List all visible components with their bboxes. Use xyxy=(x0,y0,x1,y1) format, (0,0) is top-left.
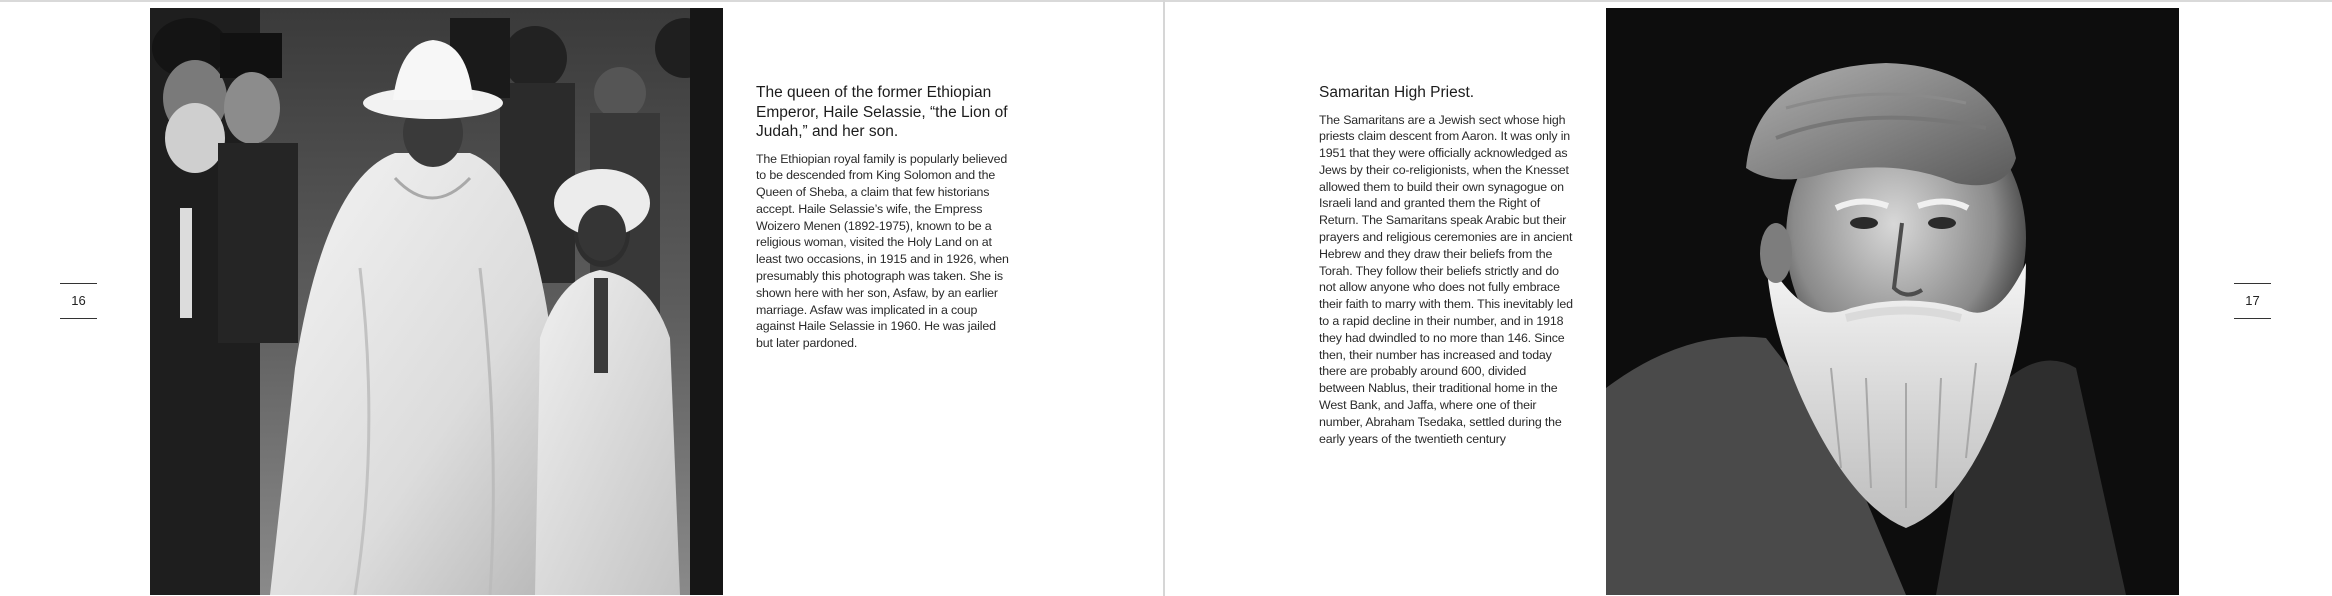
samaritan-priest-photo xyxy=(1606,8,2179,595)
caption-title-left: The queen of the former Ethiopian Emperor, Haile Selassie, “the Lion of Judah,” and her son. xyxy=(756,84,1008,140)
caption-body-left: The Ethiopian royal family is popularly believed to be descended from King Solomon and the Queen of Sheba, a claim that few historians accept. Haile Selassie’s wife, the Empress Woizero Menen (1892-1975), known to be a religious woman, visited the Holy Land on at least two occasions, in 1915 and in 1926, when presumably this photograph was taken. She is shown here with her son, Asfaw, by an earlier marriage. Asfaw was implicated in a coup against Haile Selassie in 1960. He was jailed but later pardoned. xyxy=(756,151,1009,351)
caption-title-right: Samaritan High Priest. xyxy=(1319,84,1475,101)
caption-left xyxy=(756,83,1011,352)
page-number-right: 17 xyxy=(2234,283,2271,319)
caption-body-right: The Samaritans are a Jewish sect whose high priests claim descent from Aaron. It was only in 1951 that they were officially acknowledged as Jews by their co-religionists, when the Knesset allowed them to build their own synagogue on Israeli land and granted them the Right of Return. The Samaritans speak Arabic but their prayers and religious ceremonies are in ancient Hebrew and they draw their beliefs from the Torah. They follow their beliefs strictly and do not allow anyone who does not fully embrace their faith to marry with them. This inevitably led to a rapid decline in their number, and in 1918 they had dwindled to no more than 146. Since then, their number has increased and today there are probably around 600, divided between Nablus, their traditional home in the West Bank, and Jaffa, where one of their number, Abraham Tsedaka, settled during the early years of the twentieth century xyxy=(1319,112,1573,446)
caption-right xyxy=(1319,83,1574,447)
empress-and-son-photo xyxy=(150,8,723,595)
page-number-left: 16 xyxy=(60,283,97,319)
